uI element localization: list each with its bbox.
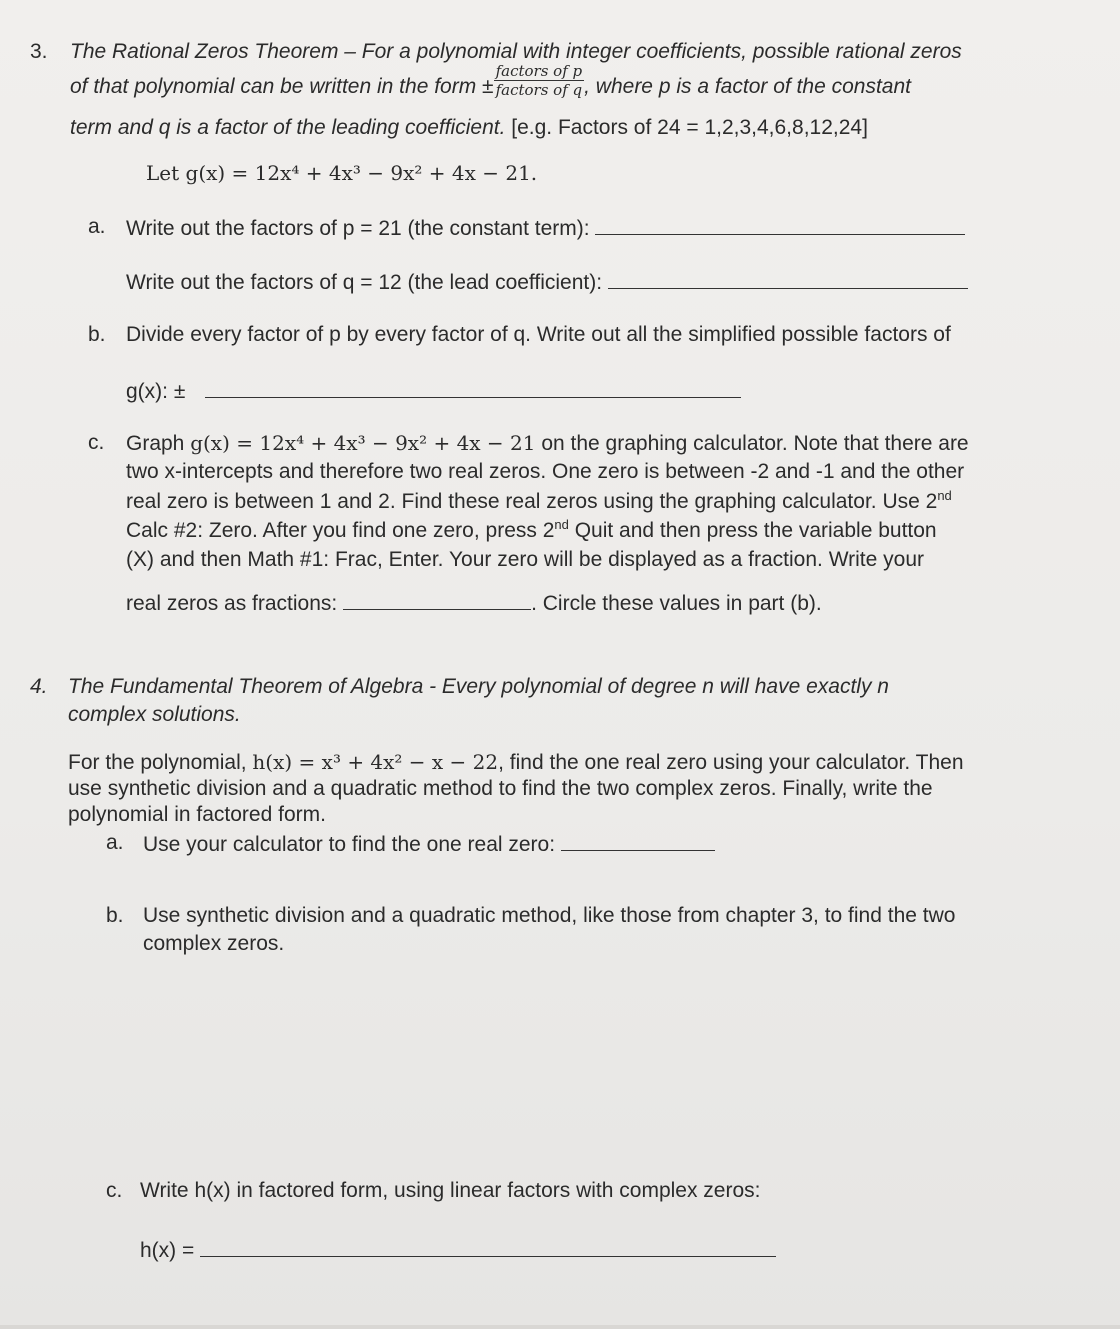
q3-intro-line2-start: of that polynomial can be written in the form ± — [70, 75, 494, 98]
fraction-denominator: factors of q — [495, 80, 583, 99]
q3a-p-prompt: Write out the factors of p = 21 (the constant term): — [126, 217, 590, 240]
q3a-q-answer-blank[interactable] — [608, 268, 968, 289]
q3-factors-example: [e.g. Factors of 24 = 1,2,3,4,6,8,12,24] — [505, 116, 868, 139]
q3-intro-line2 — [70, 61, 911, 100]
q4b-label: b. — [106, 904, 124, 927]
q3a-q-prompt: Write out the factors of q = 12 (the lead coefficient): — [126, 271, 603, 294]
q4-title-line2: complex solutions. — [68, 703, 241, 726]
q3c-line4 — [126, 518, 937, 544]
q4-prompt-line1 — [68, 749, 964, 776]
q4-h-function: h(x) = x³ + 4x² − x − 22 — [252, 750, 499, 774]
q4c-label: c. — [106, 1179, 123, 1202]
q3a-line2 — [126, 268, 968, 296]
q4-prompt-line3: polynomial in factored form. — [68, 803, 326, 826]
q3b-g-prompt: g(x): ± — [126, 380, 186, 403]
q4-number: 4. — [30, 675, 48, 698]
q3a-p-answer-blank[interactable] — [595, 214, 965, 235]
q4c-line: Write h(x) in factored form, using linear factors with complex zeros: — [140, 1179, 761, 1202]
q4-prompt-line1-end: , find the one real zero using your calculator. Then — [498, 751, 964, 774]
q3c-line5: (X) and then Math #1: Frac, Enter. Your zero will be displayed as a fraction. Write your — [126, 548, 925, 571]
q3c-line4-sup: nd — [554, 517, 569, 532]
q4a-line — [143, 830, 715, 858]
q3c-line1-end: on the graphing calculator. Note that there are — [535, 432, 969, 455]
q4a-answer-blank[interactable] — [561, 830, 715, 851]
q3c-line2: two x-intercepts and therefore two real zeros. One zero is between -2 and -1 and the other — [126, 460, 965, 483]
q3b-line2 — [126, 377, 741, 405]
q3c-line6 — [126, 589, 822, 617]
q3b-answer-blank[interactable] — [205, 377, 741, 398]
q3c-line1 — [126, 430, 969, 457]
q4a-label: a. — [106, 831, 124, 854]
q3c-line3 — [126, 489, 952, 515]
q3c-label: c. — [88, 431, 105, 454]
q3-intro-line1: The Rational Zeros Theorem – For a polynomial with integer coefficients, possible rational zeros — [70, 40, 962, 63]
q4c-h-line — [140, 1236, 776, 1264]
q3c-line3-sup: nd — [937, 488, 952, 503]
q3c-g-function: g(x) = 12x⁴ + 4x³ − 9x² + 4x − 21 — [190, 431, 536, 455]
q3-intro-line2-end: , where p is a factor of the constant — [584, 75, 911, 98]
rational-zeros-fraction — [494, 62, 585, 99]
q3c-fractions-prompt: real zeros as fractions: — [126, 592, 344, 615]
q4b-line1: Use synthetic division and a quadratic method, like those from chapter 3, to find the two — [143, 904, 956, 927]
q3-number: 3. — [30, 40, 48, 63]
q4c-answer-blank[interactable] — [200, 1236, 776, 1257]
q3c-line4-end: Quit and then press the variable button — [568, 519, 937, 542]
q3-let-g: Let g(x) = 12x⁴ + 4x³ − 9x² + 4x − 21. — [146, 161, 538, 185]
fraction-numerator: factors of p — [495, 61, 583, 80]
q3b-line1: Divide every factor of p by every factor of q. Write out all the simplified possible factors of — [126, 323, 951, 346]
q4-title-line1: The Fundamental Theorem of Algebra - Every polynomial of degree n will have exactly n — [68, 675, 889, 698]
q4a-prompt: Use your calculator to find the one real zero: — [143, 833, 556, 856]
q4c-h-label: h(x) = — [140, 1239, 195, 1262]
q3-intro-line3 — [70, 115, 868, 141]
q3-intro-line3-italic: term and q is a factor of the leading coefficient. — [70, 116, 506, 139]
q3a-line1 — [126, 214, 965, 242]
q3b-label: b. — [88, 323, 106, 346]
q3c-line4-start: Calc #2: Zero. After you find one zero, press 2 — [126, 519, 555, 542]
q3c-line3-text: real zero is between 1 and 2. Find these real zeros using the graphing calculator. Use 2 — [126, 490, 938, 513]
q4b-line2: complex zeros. — [143, 932, 285, 955]
q3c-graph-word: Graph — [126, 432, 191, 455]
q3c-answer-blank[interactable] — [343, 589, 531, 610]
q4-prompt-start: For the polynomial, — [68, 751, 253, 774]
q4-prompt-line2: use synthetic division and a quadratic method to find the two complex zeros. Finally, write the — [68, 777, 933, 800]
q3c-circle-note: . Circle these values in part (b). — [531, 592, 822, 615]
page-bottom-edge — [0, 1325, 1120, 1329]
q3a-label: a. — [88, 215, 106, 238]
